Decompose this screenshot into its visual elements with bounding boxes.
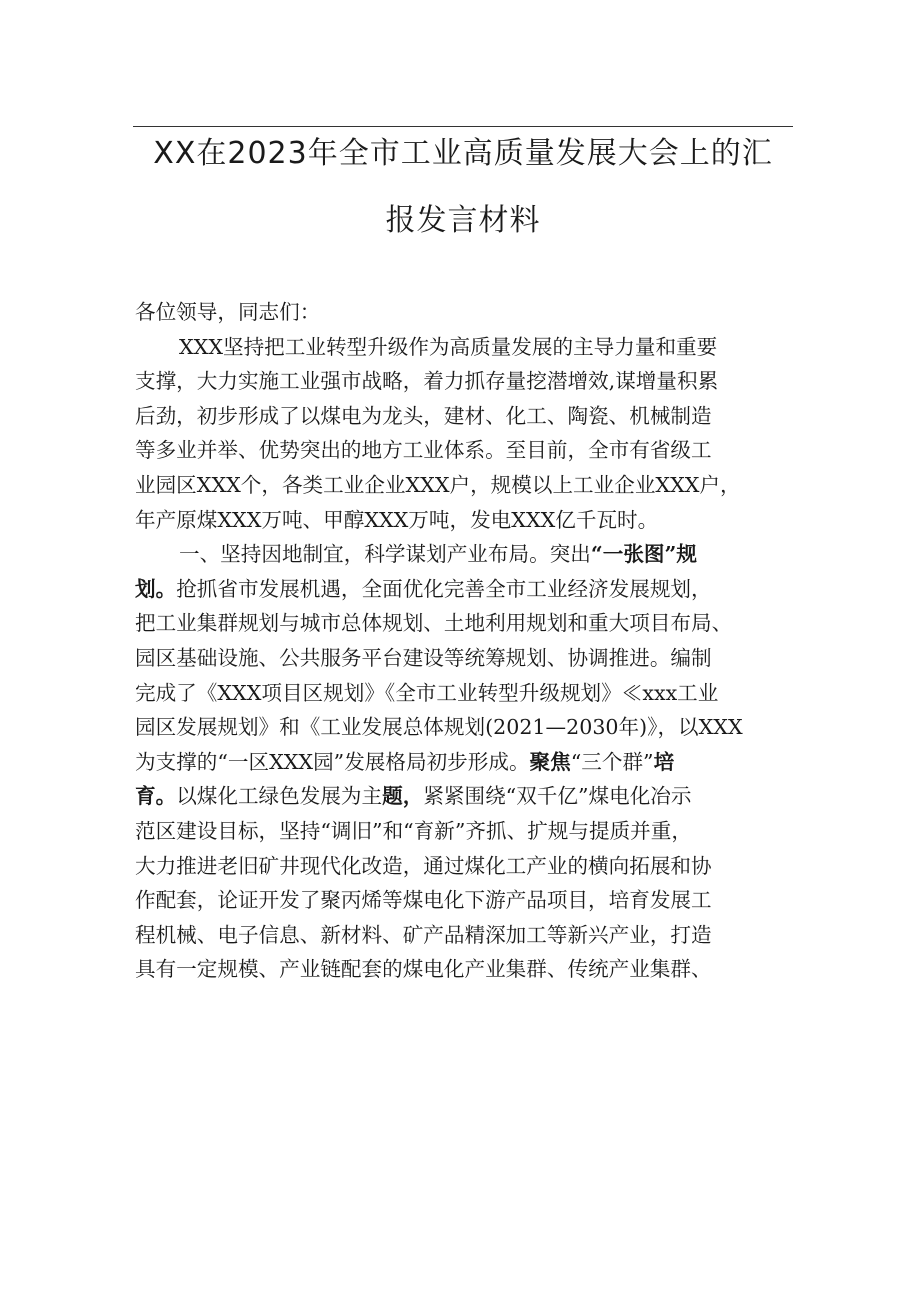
paragraph-line [135, 572, 799, 607]
paragraph-line [135, 918, 799, 953]
text-run: 一、坚持因地制宜，科学谋划产业布局。突出 [179, 542, 591, 567]
greeting: 各位领导，同志们： [135, 300, 321, 324]
header-rule [133, 126, 793, 127]
bold-text-run: 聚焦 [529, 749, 571, 774]
text-run: 具有一定规模、产业链配套的煤电化产业集群、传统产业集群、 [135, 957, 712, 982]
bold-text-run: 育。 [135, 784, 177, 809]
bold-text-run: “一张图”规 [590, 542, 697, 567]
paragraph-line [135, 606, 799, 641]
bold-text-run: 培 [653, 749, 675, 774]
text-run: 年产原煤XXX万吨、甲醇XXX万吨，发电XXX亿千瓦时。 [135, 507, 659, 532]
document-title-line-1: XX在2023年全市工业高质量发展大会上的汇 [153, 136, 773, 171]
paragraph-line [135, 779, 799, 814]
text-run: 紧紧围绕“双千亿”煤电化冶示 [423, 784, 692, 809]
text-run: “三个群” [570, 749, 654, 774]
text-run: 等多业并举、优势突出的地方工业体系。至目前，全市有省级工 [135, 438, 712, 463]
paragraph-line [135, 364, 799, 399]
paragraph-line [135, 710, 799, 745]
paragraph-line [135, 952, 799, 987]
bold-text-run: 划。 [135, 576, 177, 601]
paragraph-line [135, 399, 799, 434]
text-run: 支撑，大力实施工业强市战略，着力抓存量挖潜增效,谋增量积累 [135, 369, 719, 394]
section-heading-line [135, 537, 799, 572]
text-run: 园区发展规划》和《工业发展总体规划(2021—2030年)》，以XXX [135, 715, 743, 740]
paragraph-line [135, 883, 799, 918]
text-run: 以煤化工绿色发展为主 [176, 784, 383, 809]
paragraph-line [135, 745, 799, 780]
paragraph-line [135, 503, 799, 538]
text-run: 大力推进老旧矿井现代化改造，通过煤化工产业的横向拓展和协 [135, 853, 712, 878]
text-run: 作配套，论证开发了聚丙烯等煤电化下游产品项目，培育发展工 [135, 888, 712, 913]
text-run: 抢抓省市发展机遇，全面优化完善全市工业经济发展规划， [176, 576, 712, 601]
text-run: 为支撑的“一区XXX园”发展格局初步形成。 [135, 749, 530, 774]
text-run: 完成了《XXX项目区规划》《全市工业转型升级规划》≪xxx工业 [135, 680, 719, 705]
text-run: XXX坚持把工业转型升级作为高质量发展的主导力量和重要 [179, 334, 718, 359]
text-run: 园区基础设施、公共服务平台建设等统筹规划、协调推进。编制 [135, 645, 712, 670]
text-run: 业园区XXX个，各类工业企业XXX户，规模以上工业企业XXX户， [135, 472, 741, 497]
paragraph-line [135, 468, 799, 503]
paragraph-line [135, 814, 799, 849]
text-run: 范区建设目标，坚持“调旧”和“育新”齐抓、扩规与提质并重， [135, 818, 692, 843]
paragraph-line [135, 676, 799, 711]
bold-text-run: 题， [382, 784, 424, 809]
paragraph-line [135, 330, 799, 365]
text-run: 后劲，初步形成了以煤电为龙头，建材、化工、陶瓷、机械制造 [135, 403, 712, 428]
paragraph-line [135, 641, 799, 676]
text-run: 程机械、电子信息、新材料、矿产品精深加工等新兴产业，打造 [135, 922, 712, 947]
text-run: 把工业集群规划与城市总体规划、土地利用规划和重大项目布局、 [135, 611, 733, 636]
paragraph-line [135, 433, 799, 468]
paragraph-line [135, 849, 799, 884]
document-body [135, 295, 799, 987]
document-title-line-2: 报发言材料 [385, 203, 541, 238]
